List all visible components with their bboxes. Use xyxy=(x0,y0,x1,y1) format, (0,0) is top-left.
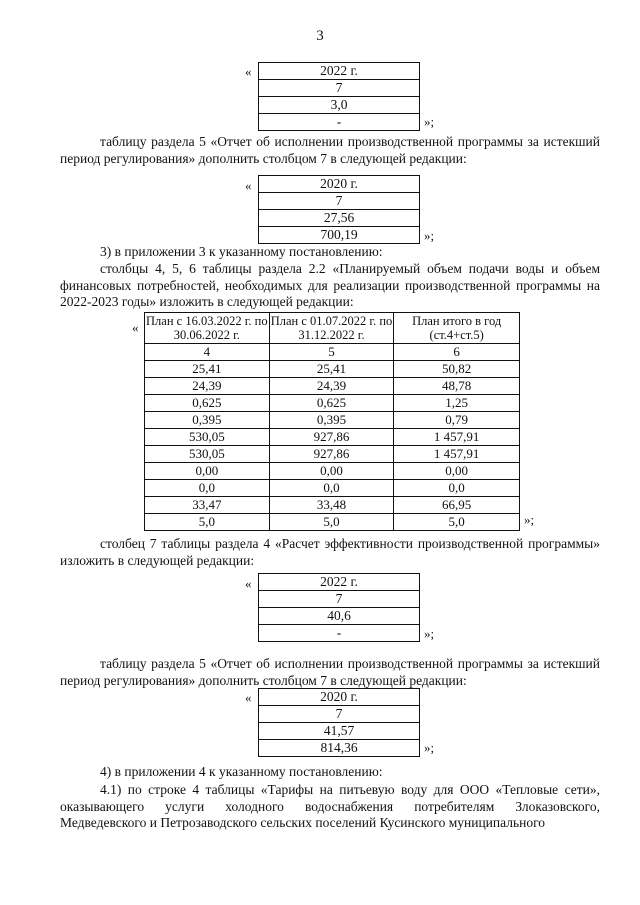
table-cell: 5,0 xyxy=(145,514,270,531)
table-row xyxy=(145,378,520,395)
table-row xyxy=(145,446,520,463)
table-cell: 0,00 xyxy=(145,463,270,480)
table-c-colnum: 5 xyxy=(269,344,394,361)
table-a-cell: 7 xyxy=(259,80,420,97)
table-cell: 0,00 xyxy=(269,463,394,480)
table-b-cell: 2020 г. xyxy=(259,176,420,193)
table-c-header: План с 16.03.2022 г. по 30.06.2022 г. xyxy=(146,314,268,342)
table-cell: 0,395 xyxy=(145,412,270,429)
table-cell: 530,05 xyxy=(145,429,270,446)
table-row xyxy=(145,395,520,412)
table-c-header: План итого в год (ст.4+ст.5) xyxy=(394,313,520,344)
table-d xyxy=(258,573,420,642)
table-d-cell: 2022 г. xyxy=(259,574,420,591)
table-c-colnum: 6 xyxy=(394,344,520,361)
table-row xyxy=(145,429,520,446)
table-a-cell: 3,0 xyxy=(259,97,420,114)
close-mark: »; xyxy=(424,114,435,129)
table-a xyxy=(258,62,420,131)
table-cell: 0,395 xyxy=(269,412,394,429)
table-c xyxy=(144,312,520,531)
paragraph: 3) в приложении 3 к указанному постановлению: xyxy=(100,244,383,259)
table-a-cell: - xyxy=(259,114,420,131)
table-cell: 927,86 xyxy=(269,446,394,463)
table-b-cell: 700,19 xyxy=(259,227,420,244)
table-cell: 0,625 xyxy=(145,395,270,412)
table-d-cell: 40,6 xyxy=(259,608,420,625)
table-e-cell: 814,36 xyxy=(259,740,420,757)
table-cell: 0,0 xyxy=(269,480,394,497)
table-e-cell: 41,57 xyxy=(259,723,420,740)
table-row xyxy=(145,480,520,497)
table-c-colnum: 4 xyxy=(145,344,270,361)
close-mark: »; xyxy=(424,740,435,755)
table-row xyxy=(145,463,520,480)
close-mark: »; xyxy=(424,626,435,641)
table-cell: 5,0 xyxy=(394,514,520,531)
paragraph: 4) в приложении 4 к указанному постановлению: xyxy=(100,764,383,779)
table-cell: 1 457,91 xyxy=(394,429,520,446)
table-row xyxy=(145,361,520,378)
close-mark: »; xyxy=(424,228,435,243)
table-e-cell: 7 xyxy=(259,706,420,723)
table-d-cell: - xyxy=(259,625,420,642)
table-cell: 0,79 xyxy=(394,412,520,429)
table-cell: 48,78 xyxy=(394,378,520,395)
table-row xyxy=(145,514,520,531)
table-cell: 33,48 xyxy=(269,497,394,514)
table-cell: 24,39 xyxy=(269,378,394,395)
paragraph: таблицу раздела 5 «Отчет об исполнении производственной программы за истекший период регулирования» дополнить столбцом 7 в следующей редакции: xyxy=(60,656,600,688)
table-cell: 25,41 xyxy=(269,361,394,378)
paragraph: 4.1) по строке 4 таблицы «Тарифы на питьевую воду для ООО «Тепловые сети», оказывающего услуги холодного водоснабжения потребителям Злоказовского, Медведевского и Петрозаводского сельских поселений Кусинского муниципального xyxy=(60,782,600,830)
paragraph: столбцы 4, 5, 6 таблицы раздела 2.2 «Планируемый объем подачи воды и объем финансовых потребностей, необходимых для реализации производственной программы на 2022-2023 годы» изложить в следующей редакции: xyxy=(60,261,600,309)
table-cell: 33,47 xyxy=(145,497,270,514)
open-quote: « xyxy=(245,576,252,591)
table-b-cell: 27,56 xyxy=(259,210,420,227)
table-row xyxy=(145,412,520,429)
table-cell: 0,00 xyxy=(394,463,520,480)
table-cell: 50,82 xyxy=(394,361,520,378)
table-b xyxy=(258,175,420,244)
table-cell: 0,0 xyxy=(394,480,520,497)
open-quote: « xyxy=(245,64,252,79)
table-cell: 66,95 xyxy=(394,497,520,514)
table-e-cell: 2020 г. xyxy=(259,689,420,706)
table-cell: 5,0 xyxy=(269,514,394,531)
open-quote: « xyxy=(245,178,252,193)
table-cell: 530,05 xyxy=(145,446,270,463)
table-cell: 0,0 xyxy=(145,480,270,497)
table-cell: 1 457,91 xyxy=(394,446,520,463)
table-row xyxy=(145,497,520,514)
table-cell: 1,25 xyxy=(394,395,520,412)
table-c-header: План с 01.07.2022 г. по 31.12.2022 г. xyxy=(270,314,393,342)
open-quote: « xyxy=(245,690,252,705)
table-b-cell: 7 xyxy=(259,193,420,210)
paragraph: столбец 7 таблицы раздела 4 «Расчет эффективности производственной программы» изложить в следующей редакции: xyxy=(60,536,600,568)
page-number: 3 xyxy=(316,28,324,44)
table-cell: 927,86 xyxy=(269,429,394,446)
paragraph: таблицу раздела 5 «Отчет об исполнении производственной программы за истекший период регулирования» дополнить столбцом 7 в следующей редакции: xyxy=(60,134,600,166)
table-cell: 0,625 xyxy=(269,395,394,412)
open-quote: « xyxy=(132,320,139,335)
close-mark: »; xyxy=(524,512,535,527)
table-a-cell: 2022 г. xyxy=(259,63,420,80)
table-cell: 24,39 xyxy=(145,378,270,395)
table-cell: 25,41 xyxy=(145,361,270,378)
table-e xyxy=(258,688,420,757)
table-d-cell: 7 xyxy=(259,591,420,608)
